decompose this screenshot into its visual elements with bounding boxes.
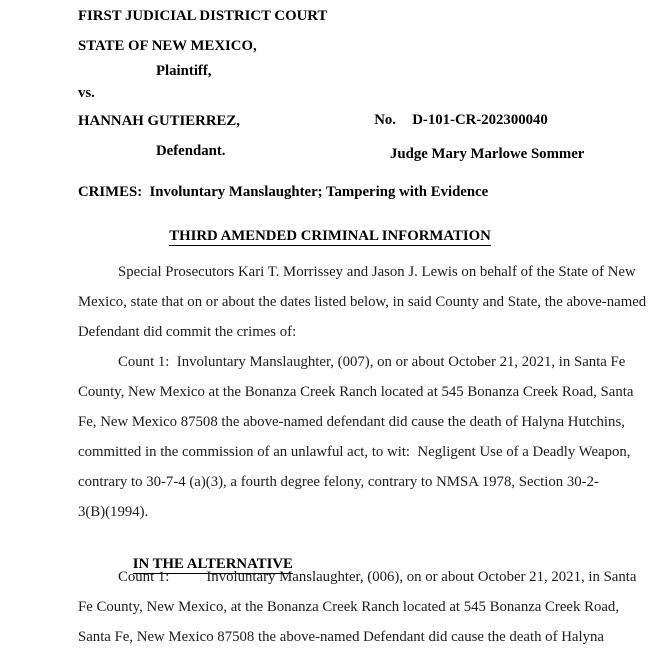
document-line: Count 1: Involuntary Manslaughter, (006), on or about October 21, 2021, in Santa: [118, 569, 637, 585]
state-plaintiff-name: STATE OF NEW MEXICO,: [78, 38, 257, 54]
document-line: County, New Mexico at the Bonanza Creek Ranch located at 545 Bonanza Creek Road, Santa: [78, 384, 634, 400]
document-line: Defendant did commit the crimes of:: [78, 324, 297, 340]
court-name: FIRST JUDICIAL DISTRICT COURT: [78, 8, 328, 24]
case-number-row: [352, 95, 584, 146]
plaintiff-label: Plaintiff,: [156, 63, 212, 79]
document-line: Mexico, state that on or about the dates listed below, in said County and State, the above-named: [78, 294, 647, 310]
document-line: 3(B)(1994).: [78, 504, 149, 520]
versus-label: vs.: [78, 85, 95, 101]
document-line: Special Prosecutors Kari T. Morrissey and Jason J. Lewis on behalf of the State of New: [118, 264, 636, 280]
document-line: committed in the commission of an unlawful act, to wit: Negligent Use of a Deadly Weapon,: [78, 444, 631, 460]
document-line: Fe, New Mexico 87508 the above-named defendant did cause the death of Halyna Hutchins,: [78, 414, 625, 430]
case-number-label: No.: [374, 112, 396, 128]
crimes-line: CRIMES: Involuntary Manslaughter; Tampering with Evidence: [78, 184, 489, 200]
document-line: Count 1: Involuntary Manslaughter, (007), on or about October 21, 2021, in Santa Fe: [118, 354, 626, 370]
case-number: D-101-CR-202300040: [412, 112, 548, 128]
count1-paragraph: [78, 347, 633, 527]
document-title-row: [0, 228, 660, 245]
defendant-label: Defendant.: [156, 143, 226, 159]
document-line: Santa Fe, New Mexico 87508 the above-named Defendant did cause the death of Halyna: [78, 629, 604, 645]
defendant-name: HANNAH GUTIERREZ,: [78, 113, 240, 129]
document-title: THIRD AMENDED CRIMINAL INFORMATION: [169, 228, 491, 244]
alternative-count1-paragraph: [78, 562, 636, 652]
case-info-block: [352, 95, 584, 163]
intro-paragraph: [78, 257, 646, 347]
document-line: Fe County, New Mexico, at the Bonanza Creek Ranch located at 545 Bonanza Creek Road,: [78, 599, 620, 615]
document-line: contrary to 30-7-4 (a)(3), a fourth degree felony, contrary to NMSA 1978, Section 30-2-: [78, 474, 599, 490]
alternative-heading: IN THE ALTERNATIVE: [132, 556, 293, 572]
judge-name: Judge Mary Marlowe Sommer: [390, 146, 585, 162]
